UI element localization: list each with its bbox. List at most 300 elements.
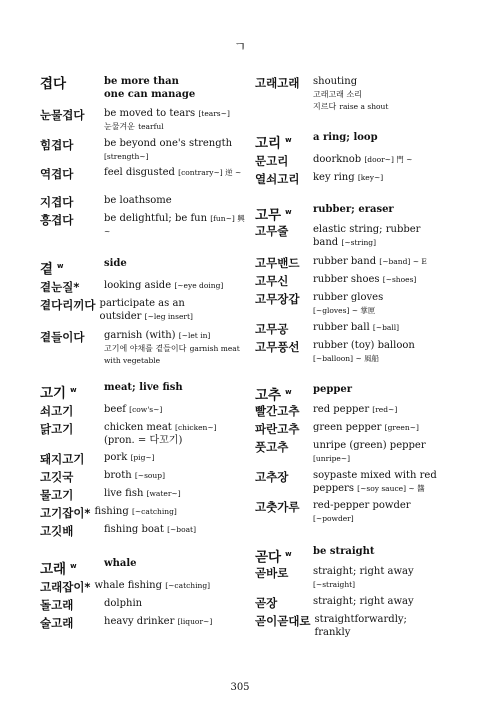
gloss-text: fishing (94, 506, 129, 517)
gloss-text: be moved to tears (104, 108, 196, 119)
gloss-note: [green~] (384, 423, 419, 432)
gloss-text: whale (104, 558, 137, 569)
sub-entry (40, 167, 250, 181)
sub-entry (40, 488, 250, 502)
gloss-text: rubber; eraser (313, 204, 394, 215)
entry-row (255, 566, 445, 591)
gloss-note: [red~] (372, 405, 398, 414)
headword: 곧다 $^w$ (255, 549, 292, 566)
example-gloss: raise a shout (339, 102, 389, 111)
entry-row (40, 167, 250, 181)
sub-entry (255, 596, 445, 610)
gloss-text: red-pepper powder (313, 500, 411, 511)
sub-entry (255, 614, 445, 639)
sub-entry (40, 138, 250, 163)
headword-entry (40, 382, 250, 402)
gloss (104, 280, 223, 293)
word-class-mark: w (70, 562, 77, 570)
gloss (104, 108, 230, 133)
gloss-line (104, 280, 223, 293)
example-korean: 지르다 (313, 102, 337, 111)
sub-entry (255, 172, 445, 186)
word-class-mark: w (285, 208, 292, 216)
gloss-line (100, 298, 193, 311)
gloss-text: key ring (313, 172, 355, 183)
gloss (104, 422, 217, 447)
gloss-line (313, 305, 383, 318)
entry-row (40, 195, 250, 209)
sub-entry (255, 500, 445, 525)
sub-entry (255, 76, 445, 114)
gloss-line (104, 524, 196, 537)
headword: 닭고기 (40, 422, 74, 436)
gloss-text: frankly (314, 626, 351, 638)
gloss-text: straight; right away (313, 596, 414, 607)
headword: 힘겹다 (40, 138, 74, 152)
gloss-note: [~soup] (134, 471, 165, 480)
gloss-line (313, 237, 420, 250)
entry-row (40, 470, 250, 484)
example-korean: 고기에 야채를 곁들이다 (104, 343, 187, 353)
headword: 풋고추 (255, 440, 289, 454)
gloss (313, 274, 416, 287)
gloss-line (104, 167, 241, 180)
gloss-line (104, 452, 155, 465)
gloss-text: (pron. = 다꼬기) (104, 434, 183, 446)
entry-row (255, 500, 445, 525)
gloss-text: broth (104, 470, 132, 481)
gloss-note: [~leg insert] (144, 311, 193, 321)
gloss-text: elastic string; rubber (313, 224, 421, 235)
gloss-line (100, 311, 193, 324)
headword: 고깃국 (40, 470, 74, 484)
gloss-text: feel disgusted (104, 167, 175, 178)
gloss-line (104, 616, 212, 629)
gloss (94, 580, 210, 593)
gloss-text: side (104, 258, 127, 269)
gloss-note: [~powder] (313, 513, 354, 523)
gloss-note: [fun~] 興 ~ (104, 214, 245, 236)
sub-entry (40, 108, 250, 133)
sub-entry (255, 470, 445, 495)
gloss-text: pork (104, 452, 128, 463)
gloss-note: [~straight] (313, 579, 356, 589)
word-class-mark: w (285, 388, 292, 396)
gloss-note: [~ball] (372, 323, 400, 332)
gloss (313, 322, 399, 335)
gloss-text: peppers (313, 482, 354, 494)
headword: 고무줄 (255, 224, 289, 238)
example-korean: 고래고래 소리 (313, 89, 362, 99)
gloss-line (313, 440, 426, 453)
gloss-line (313, 483, 437, 496)
gloss (313, 256, 427, 269)
entry-row (255, 422, 445, 436)
headword-entry (40, 258, 250, 278)
sub-entry (40, 298, 250, 323)
gloss-note: [liquor~] (177, 617, 213, 626)
gloss-note: [~string] (341, 237, 377, 247)
headword: 열쇠고리 (255, 172, 300, 186)
gloss-line (104, 598, 142, 611)
entry-row (40, 108, 250, 133)
entry-row (40, 258, 250, 278)
gloss (104, 470, 165, 483)
gloss-text: rubber (toy) balloon (313, 340, 415, 351)
gloss-text: be straight (313, 546, 375, 557)
gloss-text: garnish (with) (104, 330, 176, 341)
gloss-line (94, 580, 210, 593)
gloss-note: [cow's~] (129, 405, 163, 414)
gloss (104, 76, 195, 101)
headword: 곧바로 (255, 566, 289, 580)
gloss-line (313, 292, 383, 305)
gloss (313, 340, 415, 365)
gloss (313, 154, 412, 167)
gloss (104, 195, 172, 208)
example-line (104, 121, 230, 134)
gloss-text: straightforwardly; (314, 614, 407, 625)
gloss-line (104, 76, 195, 89)
gloss-text: pepper (313, 384, 352, 395)
gloss-note: [~catching] (131, 507, 177, 516)
gloss-note: [~let in] (178, 331, 211, 340)
gloss (313, 500, 411, 525)
headword: 돌고래 (40, 598, 74, 612)
gloss-line (104, 213, 250, 238)
gloss-line (104, 195, 172, 208)
entry-row (40, 580, 250, 594)
gloss-text: fishing boat (104, 524, 164, 535)
gloss-line (104, 89, 195, 102)
entry-row (40, 330, 250, 368)
gloss-line (313, 384, 352, 397)
entry-row (40, 298, 250, 323)
headword: 역겹다 (40, 167, 74, 181)
headword: 곁들이다 (40, 330, 85, 344)
gloss-line (315, 614, 407, 627)
gloss-line (313, 404, 397, 417)
sub-entry (40, 330, 250, 368)
gloss-line (313, 132, 378, 145)
headword: 빨간고추 (255, 404, 300, 418)
entry-row (40, 422, 250, 447)
gloss (104, 330, 250, 368)
gloss-text: whale fishing (94, 580, 162, 591)
sub-entry (255, 224, 445, 249)
gloss-line (94, 506, 176, 519)
gloss-note: [~boat] (167, 525, 197, 534)
example-gloss: tearful (138, 121, 164, 131)
gloss-text: be more than (104, 76, 179, 87)
gloss-line (104, 138, 250, 163)
gloss-line (104, 435, 217, 448)
entry-row (255, 340, 445, 365)
sub-entry (40, 616, 250, 630)
headword: 곁다리끼다 (40, 298, 96, 312)
headword: 겹다 (40, 76, 67, 92)
headword: 고기 $^w$ (40, 385, 77, 402)
headword: 고무신 (255, 274, 289, 288)
gloss (100, 298, 193, 323)
sub-entry (40, 506, 250, 520)
sub-entry (40, 470, 250, 484)
gloss (313, 132, 378, 145)
gloss (313, 172, 383, 185)
gloss-line (313, 274, 416, 287)
gloss-line (104, 422, 217, 435)
gloss-note: [pig~] (130, 453, 155, 462)
gloss-line (313, 172, 383, 185)
entry-row (40, 524, 250, 538)
entry-row (255, 384, 445, 404)
headword: 지겹다 (40, 195, 74, 209)
gloss (104, 524, 196, 537)
entry-row (255, 256, 445, 270)
gloss-note: [chicken~] (175, 423, 217, 432)
entry-row (255, 224, 445, 249)
headword: 고무공 (255, 322, 289, 336)
gloss (313, 384, 352, 397)
entry-row (255, 204, 445, 224)
entry-row (255, 546, 445, 566)
gloss-line (315, 627, 407, 640)
headword: 고무밴드 (255, 256, 300, 270)
entry-row (40, 558, 250, 578)
gloss (104, 382, 183, 395)
gloss (313, 422, 419, 435)
gloss-line (104, 330, 250, 343)
gloss-line (104, 488, 181, 501)
sub-entry (40, 598, 250, 612)
headword-entry (40, 558, 250, 578)
headword: 물고기 (40, 488, 74, 502)
gloss-note: [water~] (146, 489, 181, 498)
gloss (313, 596, 414, 609)
entry-row (255, 274, 445, 288)
gloss-line (313, 453, 426, 466)
gloss-line (104, 470, 165, 483)
gloss-line (104, 382, 183, 395)
sub-entry (255, 292, 445, 317)
gloss (315, 614, 407, 639)
entry-row (40, 382, 250, 402)
gloss (94, 506, 176, 519)
headword: 고래고래 (255, 76, 300, 90)
gloss (313, 204, 394, 217)
entry-row (255, 614, 445, 639)
gloss-text: dolphin (104, 598, 143, 609)
gloss-line (313, 579, 414, 592)
headword: 파란고추 (255, 422, 300, 436)
gloss-text: be loathsome (104, 195, 172, 206)
gloss (313, 404, 397, 417)
entry-row (40, 488, 250, 502)
entry-row (40, 616, 250, 630)
gloss (104, 452, 155, 465)
headword: 돼지고기 (40, 452, 85, 466)
sub-entry (40, 213, 250, 238)
gloss-text: straight; right away (313, 566, 414, 577)
gloss-note: [unripe~] (313, 453, 351, 463)
gloss-line (313, 154, 412, 167)
headword: 곁 $^w$ (40, 261, 64, 278)
gloss-line (313, 322, 399, 335)
gloss-line (104, 558, 137, 571)
gloss-line (313, 422, 419, 435)
sub-entry (40, 195, 250, 209)
example-korean: 눈물겨운 (104, 121, 135, 131)
gloss-text: rubber gloves (313, 292, 384, 303)
gloss-note: [key~] (357, 173, 384, 182)
example-line (104, 343, 250, 368)
section-header-mark: ㄱ (233, 40, 247, 55)
gloss-text: be beyond one's strength (104, 138, 233, 149)
gloss-text: soypaste mixed with red (313, 470, 437, 481)
gloss (104, 558, 137, 571)
example-line (313, 89, 388, 102)
gloss-line (313, 596, 414, 609)
entry-row (40, 404, 250, 418)
headword: 술고래 (40, 616, 74, 630)
entry-row (255, 440, 445, 465)
gloss-text: live fish (104, 488, 144, 499)
entry-row (255, 76, 445, 114)
gloss (313, 470, 437, 495)
sub-entry (40, 404, 250, 418)
entry-row (255, 292, 445, 317)
headword: 곧장 (255, 596, 278, 610)
gloss-text: outsider (99, 310, 142, 322)
headword: 문고리 (255, 154, 289, 168)
entry-row (255, 404, 445, 418)
gloss-line (104, 108, 230, 121)
headword-entry (255, 204, 445, 224)
sub-entry (255, 322, 445, 336)
entry-row (40, 138, 250, 163)
gloss-line (313, 513, 411, 526)
headword: 고래잡이* (40, 580, 91, 594)
entry-row (255, 596, 445, 610)
gloss-text: one can manage (104, 88, 196, 100)
word-class-mark: w (70, 386, 77, 394)
headword-entry (40, 76, 250, 101)
gloss-note: [strength~] (104, 151, 149, 161)
gloss-note: [~band] ~ E (379, 257, 427, 266)
example-gloss: garnish meat with vegetable (104, 343, 240, 365)
gloss-text: beef (104, 404, 126, 415)
sub-entry (40, 280, 250, 294)
gloss-line (313, 340, 415, 353)
gloss (104, 138, 250, 163)
gloss (104, 167, 241, 180)
sub-entry (255, 440, 445, 465)
gloss-line (104, 258, 127, 271)
headword-entry (255, 546, 445, 566)
gloss-note: [~eye doing] (174, 281, 224, 290)
gloss-text: looking aside (104, 280, 172, 291)
gloss-note: [~soy sauce] ~ 醬 (357, 483, 425, 493)
headword: 고춧가루 (255, 500, 300, 514)
gloss (313, 546, 375, 559)
headword: 눈물겹다 (40, 108, 85, 122)
entry-row (255, 132, 445, 152)
gloss-note: [tears~] (198, 109, 230, 118)
sub-entry (255, 154, 445, 168)
sub-entry (40, 452, 250, 466)
entry-row (40, 213, 250, 238)
gloss (104, 488, 181, 501)
gloss-line (313, 500, 411, 513)
gloss-text: meat; live fish (104, 382, 183, 393)
headword: 고무 $^w$ (255, 207, 292, 224)
headword: 고무장갑 (255, 292, 300, 306)
gloss-text: a ring; loop (313, 132, 378, 143)
gloss (104, 258, 127, 271)
gloss-line (313, 353, 415, 366)
headword: 고깃배 (40, 524, 74, 538)
headword: 고래 $^w$ (40, 561, 77, 578)
gloss-line (313, 76, 388, 89)
gloss (313, 292, 383, 317)
gloss-note: [~balloon] ~ 風船 (313, 353, 380, 363)
gloss-note: [contrary~] 逆 ~ (178, 168, 242, 177)
gloss-note: [~shoes] (382, 275, 417, 284)
gloss-line (104, 404, 162, 417)
word-class-mark: w (57, 262, 64, 270)
gloss-text: be delightful; be fun (104, 213, 208, 224)
sub-entry (40, 524, 250, 538)
entry-row (40, 76, 250, 101)
gloss-line (313, 546, 375, 559)
headword: 고추 $^w$ (255, 387, 292, 404)
gloss-note: [~gloves] ~ 掌匣 (313, 305, 376, 315)
gloss (313, 440, 426, 465)
gloss-note: [~catching] (165, 581, 211, 590)
gloss-line (313, 470, 437, 483)
sub-entry (40, 422, 250, 447)
gloss-text: unripe (green) pepper (313, 440, 426, 451)
gloss (104, 404, 162, 417)
gloss-text: chicken meat (104, 422, 172, 433)
word-class-mark: w (285, 136, 292, 144)
gloss-text: green pepper (313, 422, 382, 433)
headword-entry (255, 132, 445, 152)
gloss-text: rubber band (313, 256, 377, 267)
entry-row (40, 598, 250, 612)
gloss-text: heavy drinker (104, 616, 175, 627)
gloss-line (313, 566, 414, 579)
gloss (313, 76, 388, 114)
sub-entry (255, 566, 445, 591)
gloss-text: participate as an (99, 298, 185, 309)
gloss (104, 598, 142, 611)
sub-entry (255, 256, 445, 270)
gloss-text: rubber ball (313, 322, 370, 333)
entry-row (40, 452, 250, 466)
gloss-text: band (313, 236, 339, 248)
entry-row (255, 470, 445, 495)
headword: 고기잡이* (40, 506, 91, 520)
gloss-line (313, 224, 420, 237)
sub-entry (255, 340, 445, 365)
gloss-text: shouting (313, 76, 358, 87)
entry-row (255, 322, 445, 336)
gloss-note: [door~] 門 ~ (364, 155, 413, 164)
entry-row (255, 172, 445, 186)
gloss-line (313, 256, 427, 269)
gloss-text: red pepper (313, 404, 370, 415)
